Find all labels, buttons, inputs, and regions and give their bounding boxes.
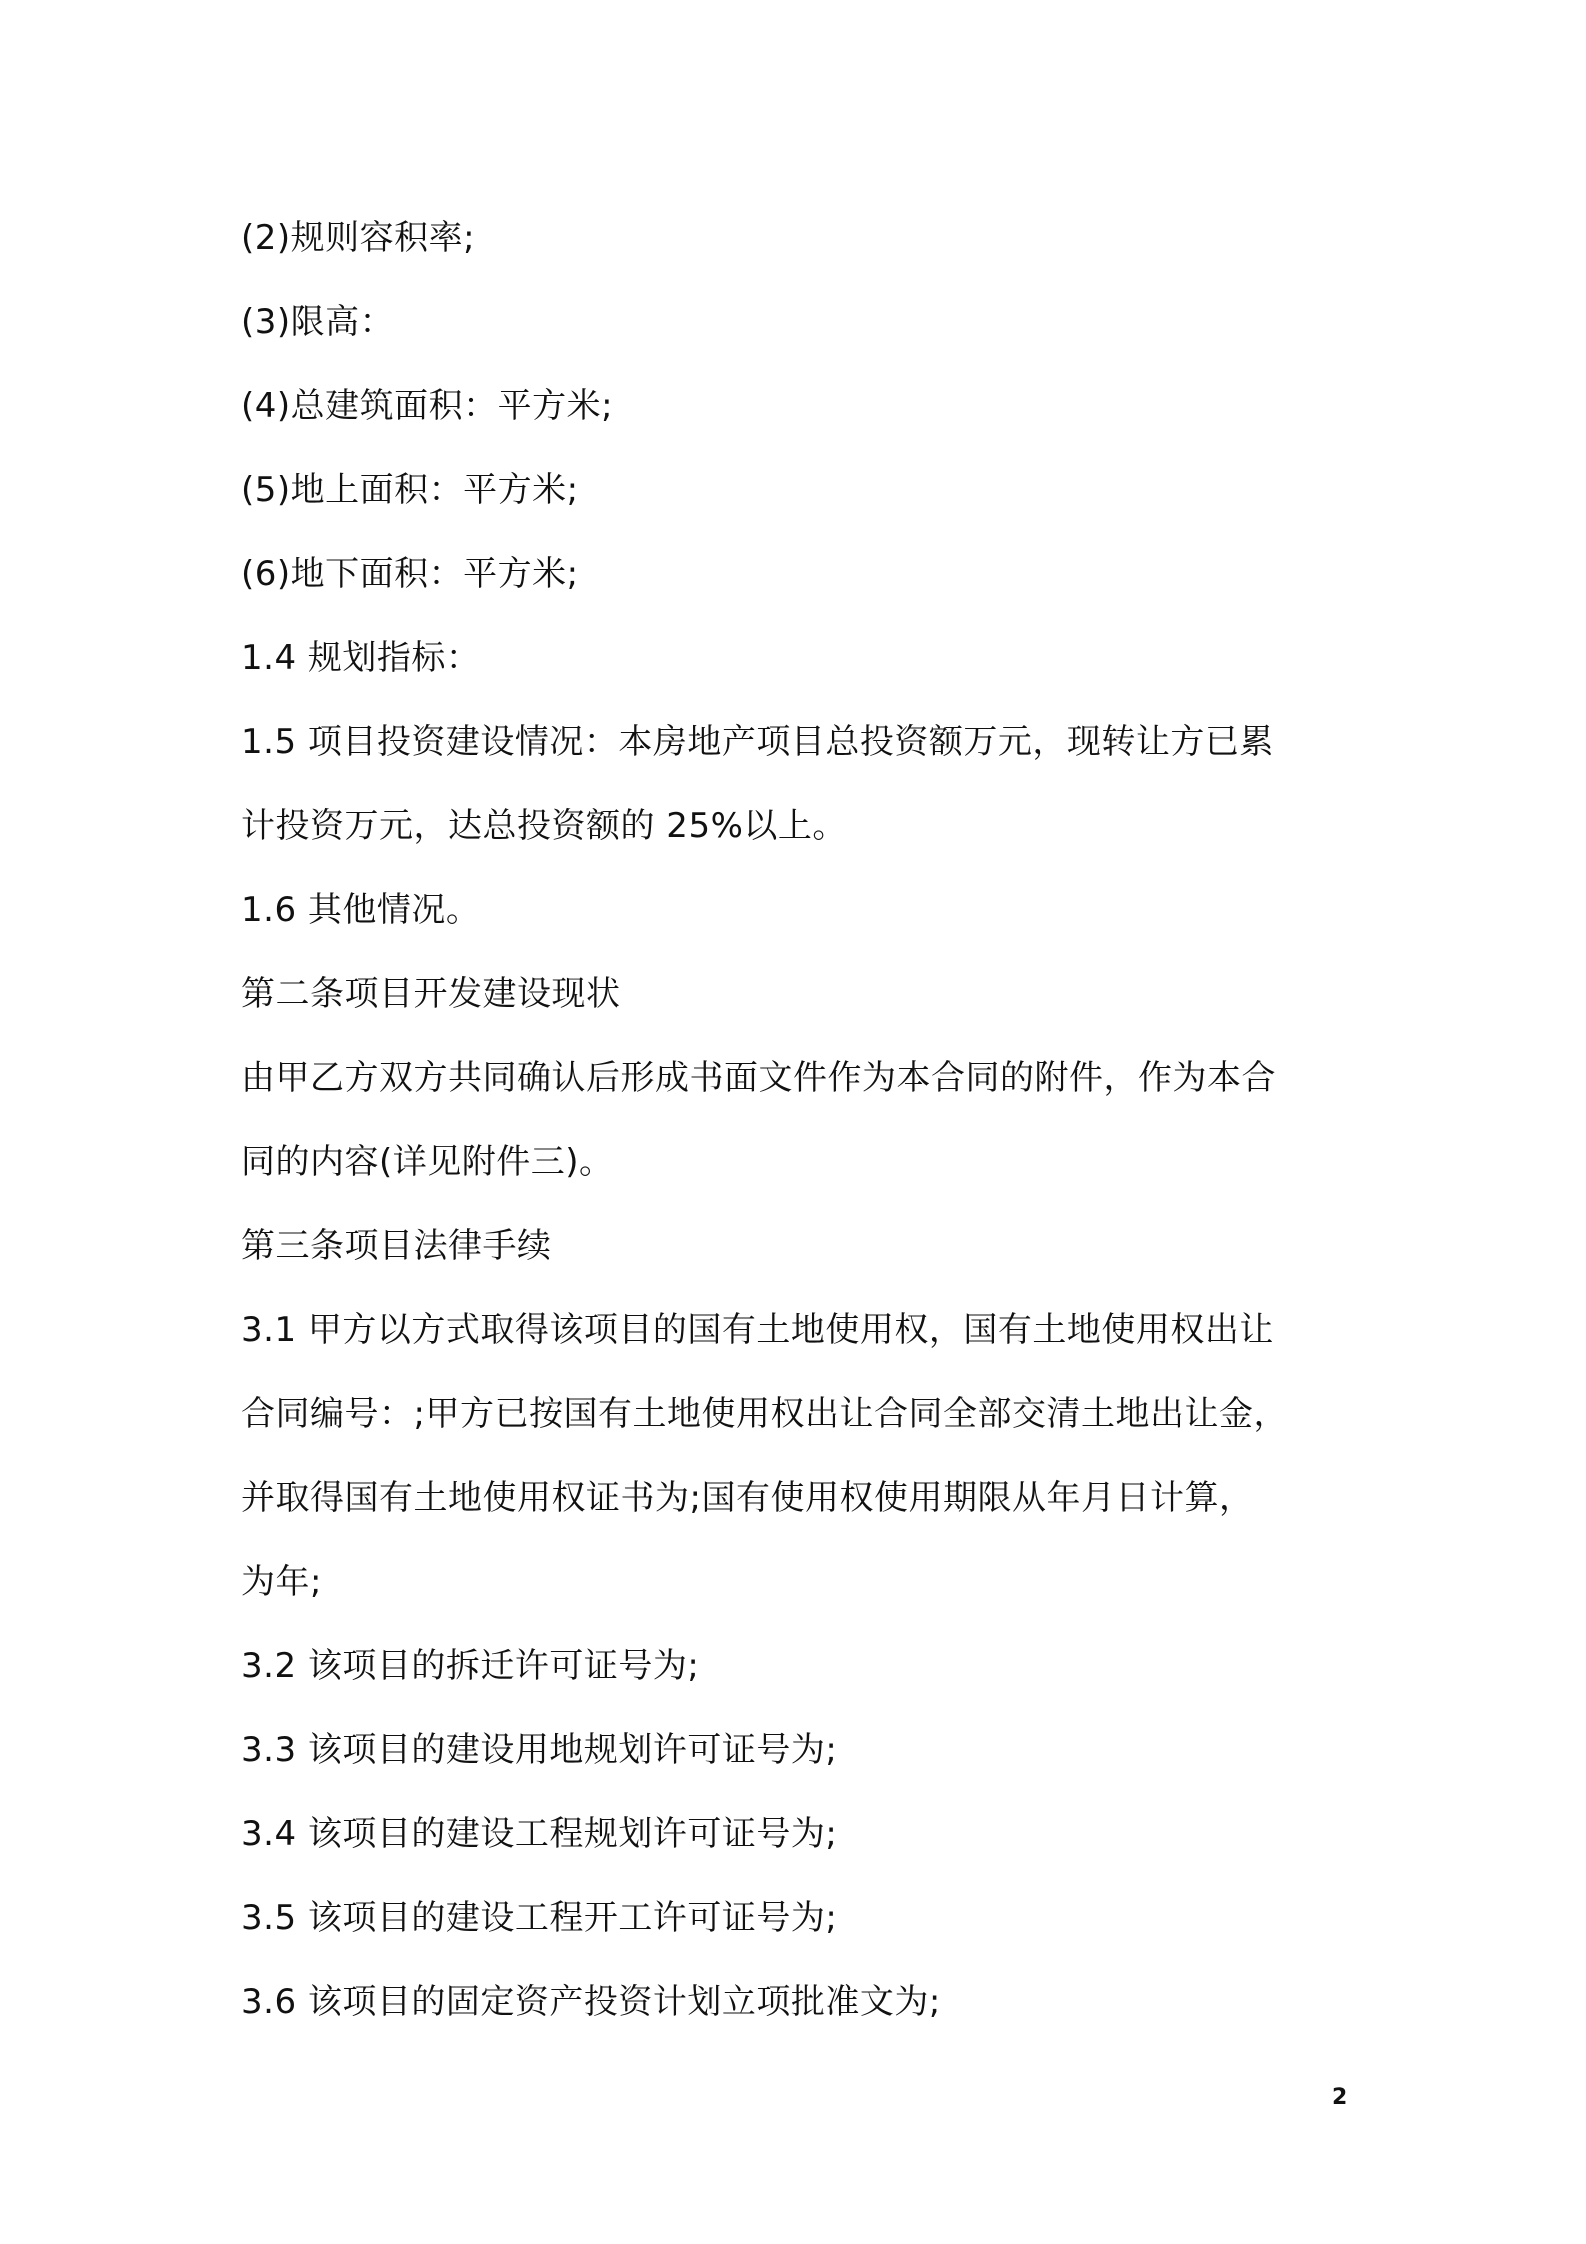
document-body <box>241 196 1371 2044</box>
text-line: (4)总建筑面积：平方米; <box>241 386 614 426</box>
text-line: 3.5 该项目的建设工程开工许可证号为; <box>241 1898 838 1938</box>
section-heading: 第三条项目法律手续 <box>241 1226 552 1266</box>
text-line: 为年; <box>241 1562 322 1602</box>
text-line: 1.6 其他情况。 <box>241 890 481 930</box>
text-line: 同的内容(详见附件三)。 <box>241 1142 614 1182</box>
text-line: 3.3 该项目的建设用地规划许可证号为; <box>241 1730 838 1770</box>
text-line: 1.4 规划指标： <box>241 638 481 678</box>
text-line: 3.1 甲方以方式取得该项目的国有土地使用权，国有土地使用权出让 <box>241 1310 1274 1350</box>
text-line: (6)地下面积：平方米; <box>241 554 579 594</box>
text-line: 合同编号：;甲方已按国有土地使用权出让合同全部交清土地出让金， <box>241 1394 1288 1434</box>
text-line: (5)地上面积：平方米; <box>241 470 579 510</box>
text-line: 1.5 项目投资建设情况：本房地产项目总投资额万元，现转让方已累 <box>241 722 1274 762</box>
text-line: (2)规则容积率; <box>241 218 476 258</box>
section-heading: 第二条项目开发建设现状 <box>241 974 621 1014</box>
text-line: (3)限高： <box>241 302 395 342</box>
text-line: 并取得国有土地使用权证书为;国有使用权使用期限从年月日计算， <box>241 1478 1254 1518</box>
text-line: 3.2 该项目的拆迁许可证号为; <box>241 1646 700 1686</box>
text-line: 3.4 该项目的建设工程规划许可证号为; <box>241 1814 838 1854</box>
page-number: 2 <box>1332 2085 1348 2110</box>
text-line: 计投资万元，达总投资额的 25%以上。 <box>241 806 847 846</box>
text-line: 由甲乙方双方共同确认后形成书面文件作为本合同的附件，作为本合 <box>241 1058 1276 1098</box>
text-line: 3.6 该项目的固定资产投资计划立项批准文为; <box>241 1982 941 2022</box>
